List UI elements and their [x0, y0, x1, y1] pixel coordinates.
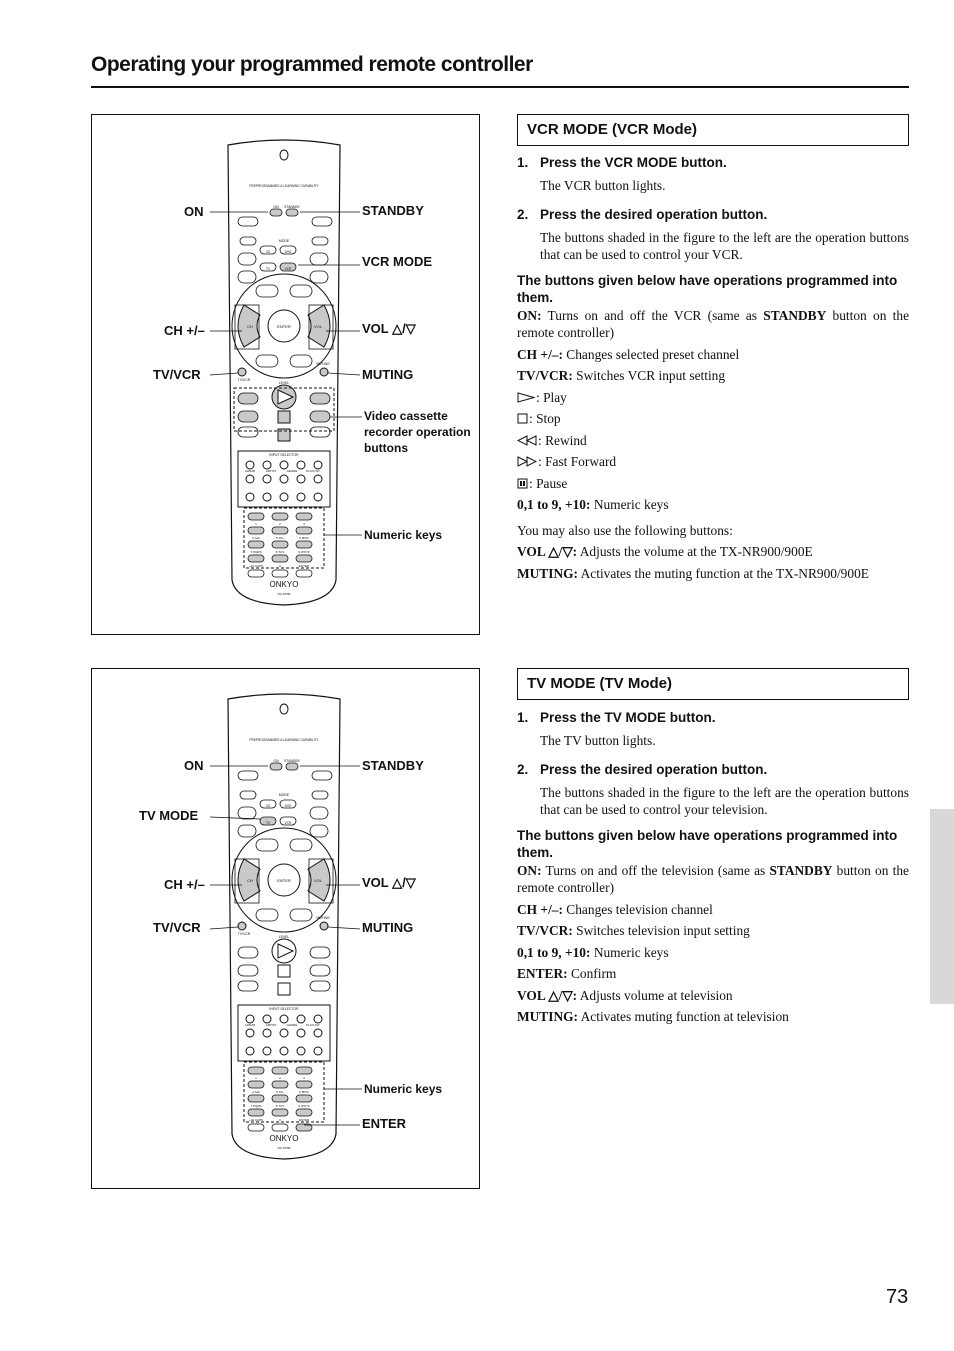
fast-forward-button	[310, 965, 330, 976]
remote-numeric-label: 3	[303, 522, 305, 526]
remote-numeric-label: 3	[303, 1076, 305, 1080]
remote-button	[272, 570, 288, 577]
rewind-button	[238, 965, 258, 976]
input-button	[280, 475, 288, 483]
remote-numeric-label: 0	[279, 564, 281, 568]
remote-model: RC-575M	[277, 1146, 291, 1150]
remote-key-label: CD	[265, 250, 271, 254]
on-button	[270, 763, 282, 770]
remote-button	[290, 909, 312, 921]
tv-def-ch: CH +/–: Changes television channel	[517, 901, 713, 917]
remote-input-key-label: ALBUM	[244, 1023, 256, 1027]
stop-button	[278, 965, 290, 977]
remote-numeric-label: 2	[279, 522, 281, 526]
fast-forward-icon	[517, 456, 537, 467]
vcr-def-on: ON: Turns on and off the VCR (same as STANDBY button on the remote controller)	[517, 307, 910, 340]
callout-tvvcr: TV/VCR	[153, 920, 201, 935]
remote-numeric-label: ENTER	[298, 1118, 310, 1122]
remote-numeric-label: 9 WXYZ	[298, 550, 310, 554]
input-button	[246, 1047, 254, 1055]
numeric-key	[248, 1095, 264, 1102]
remote-button	[248, 570, 264, 577]
input-button	[263, 475, 271, 483]
callout-on: ON	[184, 204, 204, 219]
vcr-step-1: 1. Press the VCR MODE button.	[517, 155, 727, 170]
input-button	[314, 475, 322, 483]
vcr-programmed-heading: The buttons given below have operations programmed into them.	[517, 272, 898, 305]
input-button	[297, 1047, 305, 1055]
play-icon	[517, 392, 535, 403]
input-button	[297, 1029, 305, 1037]
remote-button	[272, 1124, 288, 1131]
input-button	[314, 1047, 322, 1055]
remote-body	[210, 140, 362, 605]
numeric-key	[296, 1109, 312, 1116]
vcr-step-2-body: The buttons shaded in the figure to the left are the operation buttons that can be used to control your VCR.	[540, 229, 909, 262]
remote-tvvcr-label: TV/VCR	[237, 378, 251, 382]
next-button	[310, 393, 330, 404]
callout-on: ON	[184, 758, 204, 773]
input-button	[280, 1029, 288, 1037]
remote-numeric-label: 9 WXYZ	[298, 1104, 310, 1108]
remote-input-key-label: GENRE	[286, 469, 298, 473]
numeric-key	[296, 1095, 312, 1102]
numeric-key	[296, 1067, 312, 1074]
tv-step-2-body: The buttons shaded in the figure to the left are the operation buttons that can be used to control your television.	[540, 784, 909, 817]
input-button	[297, 461, 305, 469]
remote-muting-label: MUTING	[316, 916, 330, 920]
remote-button	[238, 807, 256, 819]
remote-body	[210, 694, 362, 1159]
page-title: Operating your programmed remote controller	[91, 53, 533, 76]
remote-key-label: DVD	[284, 804, 292, 808]
remote-numeric-label: 1	[255, 1076, 257, 1080]
vcr-def-play: : Play	[517, 389, 909, 407]
callout-muting: MUTING	[362, 920, 414, 935]
callout-standby: STANDBY	[362, 203, 424, 218]
title-rule	[91, 86, 909, 88]
remote-button	[238, 825, 256, 837]
vcr-def-rewind: : Rewind	[517, 432, 909, 450]
remote-level-label: LEVEL	[278, 381, 290, 385]
numeric-key	[272, 541, 288, 548]
callout-tvvcr: TV/VCR	[153, 367, 201, 382]
remote-numeric-label: 4 GHI	[252, 1090, 260, 1094]
input-button	[263, 493, 271, 501]
vcr-section-heading: VCR MODE (VCR Mode)	[517, 114, 909, 146]
callout-numeric-keys: Numeric keys	[364, 1082, 443, 1096]
numeric-key	[296, 513, 312, 520]
remote-button	[290, 355, 312, 367]
callout-video-cassette: Video cassette recorder operation buttons	[364, 409, 471, 455]
numeric-key	[272, 1081, 288, 1088]
remote-ir-window	[280, 150, 288, 160]
tv-step-1: 1. Press the TV MODE button.	[517, 710, 716, 725]
vcr-figure	[91, 114, 480, 635]
page-number: 73	[886, 1286, 909, 1308]
input-button	[263, 461, 271, 469]
remote-button	[256, 285, 278, 297]
callout-numeric-keys: Numeric keys	[364, 528, 443, 542]
tv-def-tvvcr: TV/VCR: Switches television input setting	[517, 923, 750, 938]
tvvcr-button	[238, 368, 246, 376]
remote-input-selector-label: INPUT SELECTOR	[269, 453, 299, 457]
remote-key-label: TV	[265, 821, 271, 825]
sleep-button	[238, 217, 258, 226]
remote-vol-label: VOL	[313, 324, 323, 329]
enter-key	[296, 570, 312, 577]
prev-button	[238, 947, 258, 958]
remote-enter-label: ENTER	[277, 324, 291, 329]
standby-button	[286, 209, 298, 216]
remote-button	[290, 285, 312, 297]
remote-numeric-label: 6 MNO	[299, 1090, 309, 1094]
rewind-button	[238, 411, 258, 422]
remote-input-key-label: PLAYLIST	[306, 1023, 320, 1027]
input-button	[263, 1047, 271, 1055]
remote-header-text: PREPROGRAMMED & LEARNING CAPABILITY	[249, 738, 319, 742]
input-button	[314, 1029, 322, 1037]
remote-numeric-label: ENTER	[298, 564, 310, 568]
remote-numeric-label: 2	[279, 1076, 281, 1080]
remote-model: RC-575M	[277, 592, 291, 596]
remote-ch-label: CH	[247, 878, 253, 883]
numeric-key	[296, 555, 312, 562]
remote-numeric-label: 0	[279, 1118, 281, 1122]
remote-numeric-label: 8 TUV	[275, 1104, 285, 1108]
remote-button	[238, 427, 258, 437]
remote-button	[310, 981, 330, 991]
fast-forward-button	[310, 411, 330, 422]
vcr-also-text: You may also use the following buttons:	[517, 522, 733, 538]
input-button	[280, 1015, 288, 1023]
callout-vcr-mode: VCR MODE	[362, 254, 433, 269]
next-button	[310, 947, 330, 958]
light-button	[312, 217, 332, 226]
input-button	[314, 1015, 322, 1023]
callout-tv-mode: TV MODE	[139, 808, 199, 823]
callout-ch: CH +/–	[164, 323, 205, 338]
remote-key-label: TV	[265, 267, 271, 271]
vcr-def-pause: : Pause	[517, 475, 909, 493]
remote-input-key-label: ALBUM	[244, 469, 256, 473]
remote-standby-label: STANDBY	[284, 759, 300, 763]
tv-def-enter: ENTER: Confirm	[517, 966, 617, 981]
remote-numeric-label: 7 PQRS	[250, 550, 262, 554]
input-button	[297, 475, 305, 483]
input-button	[246, 493, 254, 501]
remote-numeric-label: 7 PQRS	[250, 1104, 262, 1108]
remote-button	[310, 271, 328, 283]
remote-key-label: VCR	[284, 267, 292, 271]
remote-enter-label: ENTER	[277, 878, 291, 883]
remote-button	[310, 825, 328, 837]
tv-def-numeric: 0,1 to 9, +10: Numeric keys	[517, 944, 669, 960]
input-button	[263, 1029, 271, 1037]
remote-input-selector-label: INPUT SELECTOR	[269, 1007, 299, 1011]
side-tab	[930, 809, 954, 1004]
tvvcr-button	[238, 922, 246, 930]
callout-standby: STANDBY	[362, 758, 424, 773]
numeric-key	[248, 1081, 264, 1088]
vcr-section-text	[517, 154, 909, 586]
remote-mode-label: MODE	[278, 793, 290, 797]
vcr-def-tvvcr: TV/VCR: Switches VCR input setting	[517, 368, 726, 383]
tv-section-text	[517, 709, 909, 1030]
remote-numeric-label: +10 CAPS	[248, 564, 264, 568]
callout-enter: ENTER	[362, 1116, 407, 1131]
numeric-key	[248, 513, 264, 520]
muting-button	[320, 922, 328, 930]
pause-button	[278, 983, 290, 995]
input-button	[297, 1015, 305, 1023]
numeric-key	[296, 527, 312, 534]
rewind-icon	[517, 435, 537, 446]
vcr-step-1-body: The VCR button lights.	[540, 177, 666, 193]
callout-ch: CH +/–	[164, 877, 205, 892]
remote-tvvcr-label: TV/VCR	[237, 932, 251, 936]
input-button	[314, 493, 322, 501]
callout-muting: MUTING	[362, 367, 414, 382]
tv-step-1-body: The TV button lights.	[540, 732, 656, 748]
remote-button	[312, 237, 328, 245]
sleep-button	[238, 771, 258, 780]
remote-button	[310, 427, 330, 437]
remote-button	[240, 237, 256, 245]
remote-button	[240, 791, 256, 799]
vcr-def-numeric: 0,1 to 9, +10: Numeric keys	[517, 497, 669, 512]
remote-muting-label: MUTING	[316, 362, 330, 366]
prev-button	[238, 393, 258, 404]
numeric-key	[248, 541, 264, 548]
remote-button	[238, 253, 256, 265]
remote-button	[310, 253, 328, 265]
numeric-key	[272, 1095, 288, 1102]
vcr-def-vol: VOL △/▽: Adjusts the volume at the TX-NR900/900E	[517, 544, 813, 559]
numeric-key	[248, 555, 264, 562]
stop-button	[278, 411, 290, 423]
input-button	[280, 493, 288, 501]
callout-vol: VOL △/▽	[362, 875, 416, 890]
vcr-step-2: 2. Press the desired operation button.	[517, 207, 768, 222]
remote-numeric-label: 6 MNO	[299, 536, 309, 540]
remote-brand: ONKYO	[269, 580, 299, 589]
numeric-key	[272, 555, 288, 562]
tv-def-vol: VOL △/▽: Adjusts volume at television	[517, 987, 733, 1003]
pause-icon	[517, 478, 528, 489]
remote-button	[256, 355, 278, 367]
remote-key-label: CD	[265, 804, 271, 808]
numeric-key	[296, 1081, 312, 1088]
tv-figure	[91, 668, 480, 1189]
remote-button	[290, 839, 312, 851]
on-button	[270, 209, 282, 216]
tv-step-2: 2. Press the desired operation button.	[517, 762, 768, 777]
remote-illustration-vcr	[92, 115, 481, 636]
vcr-def-ch: CH +/–: Changes selected preset channel	[517, 346, 740, 362]
tv-def-on: ON: Turns on and off the television (same as STANDBY button on the remote controller)	[517, 862, 909, 895]
numeric-key	[296, 541, 312, 548]
remote-header-text: PREPROGRAMMED & LEARNING CAPABILITY	[249, 184, 319, 188]
light-button	[312, 771, 332, 780]
input-button	[246, 475, 254, 483]
remote-ir-window	[280, 704, 288, 714]
remote-mode-label: MODE	[278, 239, 290, 243]
numeric-key	[272, 1109, 288, 1116]
remote-numeric-label: 5 JKL	[276, 536, 284, 540]
remote-button	[248, 1124, 264, 1131]
callout-vol: VOL △/▽	[362, 321, 416, 336]
vcr-def-fast-forward: : Fast Forward	[517, 453, 909, 471]
numeric-key	[248, 527, 264, 534]
numeric-key	[248, 1067, 264, 1074]
remote-on-label: ON	[273, 205, 279, 209]
numeric-key	[272, 527, 288, 534]
remote-button	[238, 981, 258, 991]
tv-section-heading: TV MODE (TV Mode)	[517, 668, 909, 700]
input-button	[280, 461, 288, 469]
standby-button	[286, 763, 298, 770]
remote-button	[256, 839, 278, 851]
muting-button	[320, 368, 328, 376]
remote-input-key-label: PLAYLIST	[306, 469, 320, 473]
input-button	[263, 1015, 271, 1023]
remote-level-label: LEVEL	[278, 935, 290, 939]
numeric-key	[272, 513, 288, 520]
remote-ch-label: CH	[247, 324, 253, 329]
remote-key-label: VCR	[284, 821, 292, 825]
numeric-key	[272, 1067, 288, 1074]
remote-button	[312, 791, 328, 799]
remote-button	[238, 271, 256, 283]
remote-vol-label: VOL	[313, 878, 323, 883]
remote-input-key-label: ARTIST	[265, 469, 277, 473]
input-button	[280, 1047, 288, 1055]
input-button	[297, 493, 305, 501]
input-button	[246, 1029, 254, 1037]
remote-numeric-label: 5 JKL	[276, 1090, 284, 1094]
remote-numeric-label: +10 CAPS	[248, 1118, 264, 1122]
stop-icon	[517, 413, 528, 424]
remote-numeric-label: 4 GHI	[252, 536, 260, 540]
remote-key-label: DVD	[284, 250, 292, 254]
remote-numeric-label: 8 TUV	[275, 550, 285, 554]
input-button	[246, 1015, 254, 1023]
vcr-def-muting: MUTING: Activates the muting function at the TX-NR900/900E	[517, 565, 869, 581]
remote-illustration-tv	[92, 669, 481, 1190]
remote-input-key-label: GENRE	[286, 1023, 298, 1027]
numeric-key	[248, 1109, 264, 1116]
input-button	[314, 461, 322, 469]
tv-def-muting: MUTING: Activates muting function at television	[517, 1009, 789, 1024]
tv-programmed-heading: The buttons given below have operations programmed into them.	[517, 827, 898, 860]
remote-on-label: ON	[273, 759, 279, 763]
remote-button	[256, 909, 278, 921]
remote-standby-label: STANDBY	[284, 205, 300, 209]
remote-button	[310, 807, 328, 819]
vcr-def-stop: : Stop	[517, 410, 909, 428]
remote-brand: ONKYO	[269, 1134, 299, 1143]
remote-input-key-label: ARTIST	[265, 1023, 277, 1027]
remote-numeric-label: 1	[255, 522, 257, 526]
input-button	[246, 461, 254, 469]
